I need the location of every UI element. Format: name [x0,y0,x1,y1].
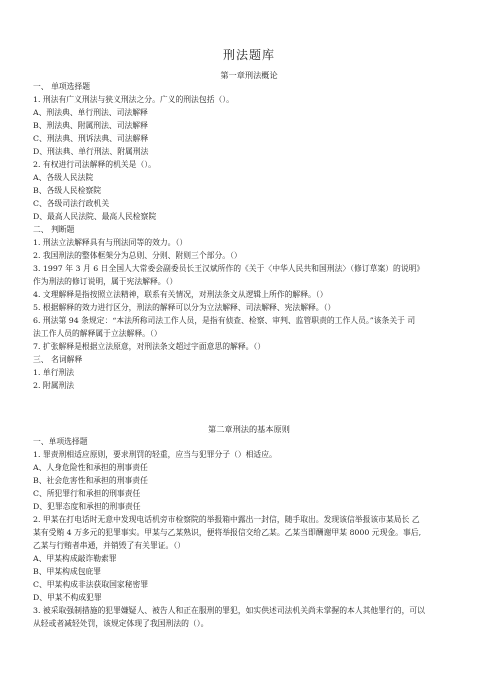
question: 2. 甲某在打电话时无意中发现电话机旁市检察院的举报箱中露出一封信，随手取出。发现该信举报该市某局长 乙 [33,515,420,524]
option: B、刑法典、附属刑法、司法解释 [33,121,148,130]
question: 5. 根据解释的效力进行区分，刑法的解释可以分为立法解释、司法解释、宪法解释。（） [33,303,336,312]
question: 2. 我国刑法的整体框架分为总则、分则、附则三个部分。（） [33,251,242,260]
option: C、所犯罪行和承担的刑事责任 [33,489,141,498]
question: 3. 1997 年 3 月 6 日全国人大常委会副委员长王汉斌所作的《关于〈中华人民共和国刑法〉（修订草案）的说明》 [33,264,425,273]
option: A、各级人民法院 [33,173,94,182]
term: 1. 单行刑法 [33,368,75,377]
chapter-2-title: 第二章刑法的基本原则 [208,424,290,434]
question: 3. 被采取强制措施的犯罪嫌疑人、被告人和正在服刑的罪犯，如实供述司法机关尚未掌握的本人其他罪行的，可以 [33,606,425,615]
option: C、各级司法行政机关 [33,199,110,208]
question: 4. 文理解释是指按照立法精神，联系有关情况，对刑法条文从逻辑上所作的解释。（） [33,290,328,299]
question-continued: 从轻或者减轻处罚，该规定体现了我国刑法的（）。 [33,619,209,628]
option: B、甲某构成包庇罪 [33,567,102,576]
section-heading: 二、 判断题 [33,225,75,234]
question: 7. 扩张解释是根据立法原意，对刑法条文超过字面意思的解释。（） [33,342,266,351]
option: D、最高人民法院、最高人民检察院 [33,212,157,221]
option: D、犯罪态度和承担的刑事责任 [33,502,141,511]
option: D、甲某不构成犯罪 [33,593,102,602]
option: B、各级人民检察院 [33,186,102,195]
question-continued: 乙某与行贿者串通，并销毁了有关罪证。（） [33,541,186,550]
section-heading: 一、 单项选择题 [33,82,91,91]
question-continued: 法工作人员的解释属于立法解释。（） [33,329,162,338]
document-title: 刑法题库 [222,48,275,62]
option: A、甲某构成敲诈勒索罪 [33,554,117,563]
option: A、刑法典、单行刑法、司法解释 [33,108,148,117]
section-heading: 一、单项选择题 [33,437,88,446]
question: 6. 刑法第 94 条规定：“本法所称司法工作人员，是指有侦查、检察、审判、监管职责的工作人员。”该条关于 司 [33,316,416,325]
option: C、刑法典、刑诉法典、司法解释 [33,134,149,143]
option: A、人身危险性和承担的刑事责任 [33,463,148,472]
question: 1. 刑法立法解释具有与刑法同等的效力。（） [33,238,188,247]
question: 1. 罪责刑相适应原则，要求刑罚的轻重，应当与犯罪分子（）相适应。 [33,450,277,459]
option: B、社会危害性和承担的刑事责任 [33,476,148,485]
term: 2. 附属刑法 [33,381,75,390]
question-continued: 作为刑法的修订说明，属于宪法解释。（） [33,277,178,286]
question-continued: 某有受贿 4 万多元的犯罪事实。甲某与乙某熟识，便将举报信交给乙某。乙某当即酬谢甲某 8000 元现金。事后, [33,528,422,537]
option: C、甲某构成非法获取国家秘密罪 [33,580,149,589]
question: 1. 刑法有广义刑法与狭义刑法之分。广义的刑法包括（）。 [33,95,234,104]
chapter-1-title: 第一章刑法概论 [220,70,278,80]
section-heading: 三、 名词解释 [33,355,83,364]
question: 2. 有权进行司法解释的机关是（）。 [33,160,156,169]
option: D、刑法典、单行刑法、附属刑法 [33,147,149,156]
